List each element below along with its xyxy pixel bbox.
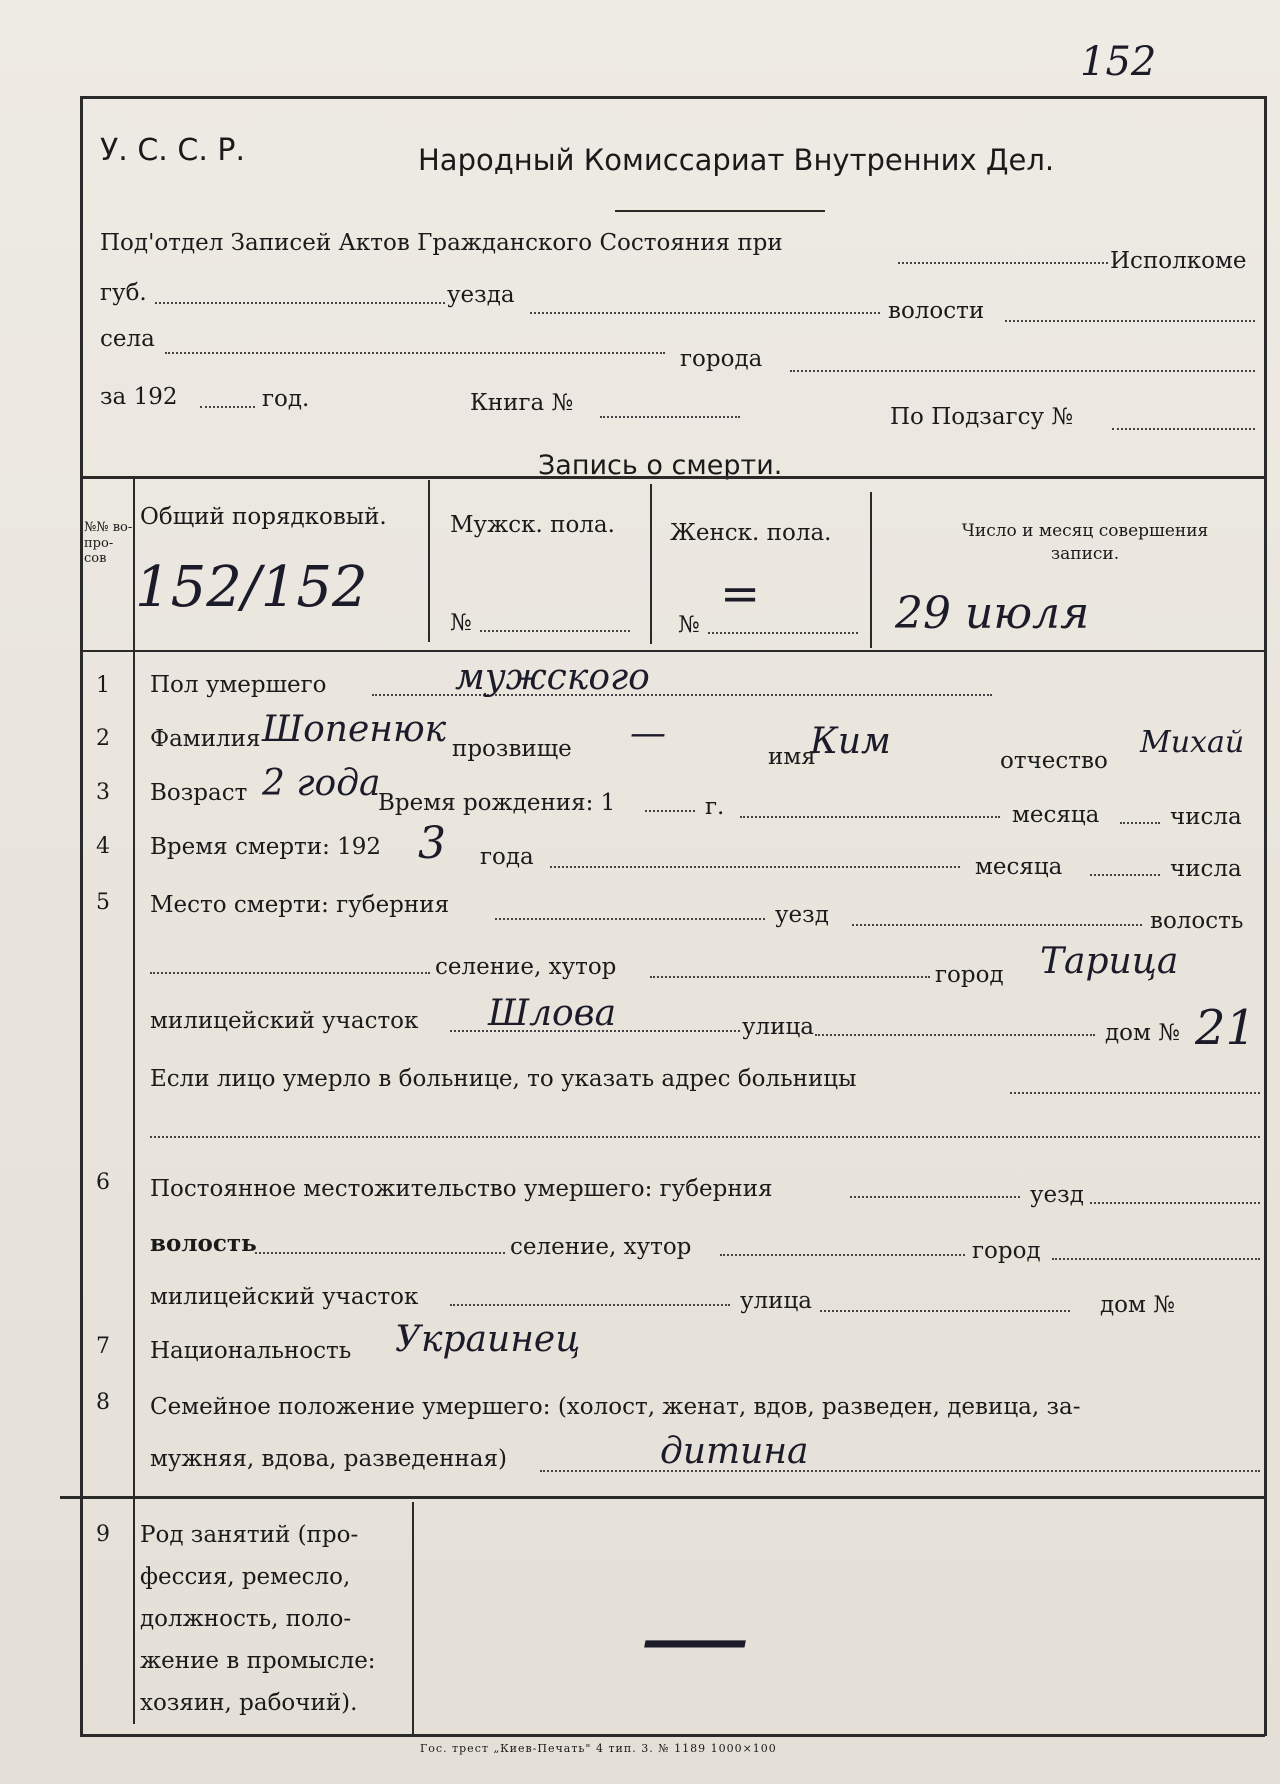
frame-bottom — [80, 1734, 1265, 1737]
sex-label: Пол умершего — [150, 672, 327, 698]
occupation-top-line — [60, 1496, 1265, 1499]
row-number: 8 — [96, 1390, 110, 1415]
female-dash-value: = — [720, 566, 761, 622]
row-number: 2 — [96, 726, 110, 751]
volost-label: волости — [888, 298, 985, 324]
residence-label: Постоянное местожительство умершего: губерния — [150, 1176, 773, 1202]
page-number: 152 — [1080, 39, 1157, 85]
age-label: Возраст — [150, 780, 248, 806]
male-column-header: Мужск. пола. — [450, 512, 615, 538]
republic-label: У. С. С. Р. — [100, 133, 246, 168]
birth-year-suffix: г. — [705, 794, 725, 820]
surname-label: Фамилия — [150, 726, 261, 752]
residence-station-label: милицейский участок — [150, 1284, 419, 1310]
birth-month-label: месяца — [1012, 802, 1100, 828]
ordinal-column-header: Общий порядковый. — [140, 504, 387, 530]
death-time-label: Время смерти: 192 — [150, 834, 382, 860]
row-number: 5 — [96, 890, 110, 915]
row-number: 3 — [96, 780, 110, 805]
printer-footer: Гос. трест „Киев-Печать" 4 тип. 3. № 1189 1000×100 — [420, 1742, 777, 1755]
death-house-value: 21 — [1195, 1000, 1257, 1056]
patronymic-value: Михай — [1140, 725, 1245, 760]
book-label: Книга № — [470, 390, 574, 416]
frame-top — [80, 96, 1265, 99]
death-day-label: числа — [1170, 856, 1242, 882]
document-title: Запись о смерти. — [538, 450, 783, 481]
marital-label-cont: мужняя, вдова, разведенная) — [150, 1446, 507, 1472]
death-city-label: город — [935, 962, 1004, 988]
gub-label: губ. — [100, 280, 147, 306]
row-number: 1 — [96, 673, 110, 698]
residence-village-label: селение, хутор — [510, 1234, 692, 1260]
occupation-label-1: Род занятий (про- — [140, 1522, 359, 1548]
residence-street-label: улица — [740, 1288, 812, 1314]
occupation-label-2: фессия, ремесло, — [140, 1564, 351, 1590]
occupation-label-5: хозяин, рабочий). — [140, 1690, 358, 1716]
nickname-label: прозвище — [452, 736, 572, 762]
commissariat-label: Народный Комиссариат Внутренних Дел. — [418, 143, 1055, 177]
executive-label: Исполкоме — [1110, 248, 1247, 274]
death-village-label: селение, хутор — [435, 954, 617, 980]
residence-uezd-label: уезд — [1030, 1182, 1084, 1208]
year-label: за 192 — [100, 384, 178, 410]
death-volost-label: волость — [1150, 908, 1244, 934]
question-number-header: №№ во- про- сов — [84, 520, 133, 567]
nationality-label: Национальность — [150, 1338, 352, 1364]
female-no-label: № — [678, 612, 700, 638]
birth-day-label: числа — [1170, 804, 1242, 830]
surname-value: Шопенюк — [262, 709, 447, 750]
death-city-value: Тарица — [1040, 941, 1179, 982]
death-station-value: Шлова — [488, 993, 617, 1034]
occupation-value: — — [640, 1571, 750, 1699]
name-value: Ким — [810, 721, 891, 762]
date-column-header: Число и месяц совершения записи. — [961, 521, 1209, 564]
subreg-label: По Подзагсу № — [890, 404, 1074, 430]
death-month-label: месяца — [975, 854, 1063, 880]
occupation-label-4: жение в промысле: — [140, 1648, 376, 1674]
table-header-bottom-line — [80, 650, 1265, 652]
row-number: 7 — [96, 1334, 110, 1359]
residence-house-label: дом № — [1100, 1292, 1175, 1318]
death-street-label: улица — [742, 1014, 814, 1040]
sex-value: мужского — [455, 657, 650, 698]
frame-right — [1264, 96, 1267, 1736]
row-number: 4 — [96, 834, 110, 859]
god-label: год. — [262, 386, 310, 412]
nationality-value: Украинец — [395, 1319, 581, 1360]
hospital-label: Если лицо умерло в больнице, то указать адрес больницы — [150, 1066, 857, 1092]
row-number: 6 — [96, 1170, 110, 1195]
death-uezd-label: уезд — [775, 902, 829, 928]
female-column-header: Женск. пола. — [670, 520, 832, 546]
residence-city-label: город — [972, 1238, 1041, 1264]
patronymic-label: отчество — [1000, 748, 1108, 774]
death-year-value: 3 — [418, 818, 446, 869]
table-top-line — [80, 476, 1265, 479]
name-label: имя — [768, 744, 816, 770]
gorod-label: города — [680, 346, 763, 372]
row-number: 9 — [96, 1522, 110, 1547]
selo-label: села — [100, 326, 155, 352]
marital-label: Семейное положение умершего: (холост, женат, вдов, разведен, девица, за- — [150, 1394, 1081, 1420]
subdept-label: Под'отдел Записей Актов Гражданского Состояния при — [100, 230, 783, 256]
death-place-label: Место смерти: губерния — [150, 892, 450, 918]
death-year-suffix: года — [480, 844, 534, 870]
record-date-value: 29 июля — [895, 588, 1090, 639]
residence-volost-label: волость — [150, 1230, 257, 1257]
death-station-label: милицейский участок — [150, 1008, 419, 1034]
birth-label: Время рождения: 1 — [378, 790, 616, 816]
marital-value: дитина — [660, 1431, 809, 1472]
frame-left — [80, 96, 83, 1736]
nickname-value: — — [630, 713, 666, 754]
male-no-label: № — [450, 610, 472, 636]
subdept-dots — [898, 262, 1108, 264]
age-value: 2 года — [262, 763, 381, 804]
occupation-label-3: должность, поло- — [140, 1606, 352, 1632]
ordinal-value: 152/152 — [135, 555, 368, 620]
death-house-label: дом № — [1105, 1020, 1180, 1046]
title-underline — [615, 210, 825, 212]
uezd-label: уезда — [447, 282, 515, 308]
numbers-column-divider — [133, 476, 135, 1724]
